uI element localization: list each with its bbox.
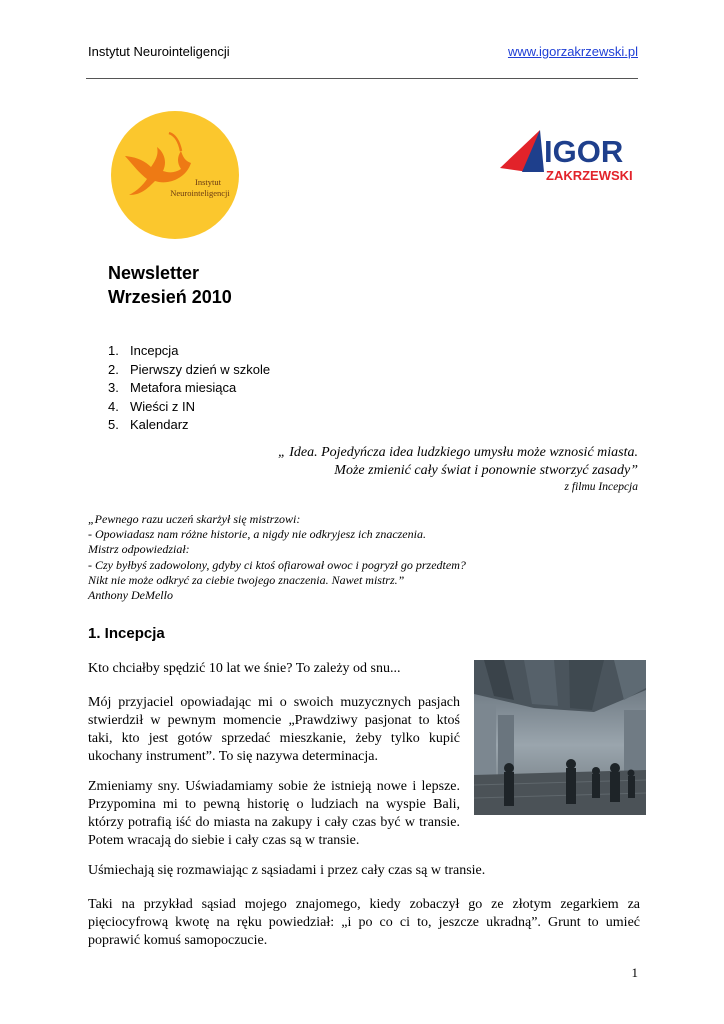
institute-logo xyxy=(111,111,239,239)
film-quote-line2: Może zmienić cały świat i ponownie stworzyć zasady” xyxy=(334,463,638,478)
toc-item-label: Metafora miesiąca xyxy=(130,380,237,395)
toc-item-label: Incepcja xyxy=(130,343,179,358)
igor-zakrzewski-logo xyxy=(500,124,638,194)
quote-line: Nikt nie może odkryć za ciebie twojego znaczenia. Nawet mistrz.” xyxy=(88,572,405,587)
toc-item-label: Wieści z IN xyxy=(130,398,195,414)
logo-zakrzewski-text: ZAKRZEWSKI xyxy=(546,168,633,183)
toc-item-label: Pierwszy dzień w szkole xyxy=(130,361,271,377)
quote-author: Anthony DeMello xyxy=(88,588,173,603)
quote-line: - Opowiadasz nam różne historie, a nigdy nie odkryjesz ich znaczenia. xyxy=(88,527,426,542)
toc-item xyxy=(108,416,270,435)
toc-item-number: 3. xyxy=(108,380,119,395)
header-institute-name: Instytut Neurointeligencji xyxy=(88,44,230,59)
toc-item-number: 5. xyxy=(108,417,119,432)
toc-item xyxy=(108,379,270,398)
section-heading: 1. Incepcja xyxy=(88,625,165,642)
quote-line: „Pewnego razu uczeń skarżył się mistrzowi: xyxy=(88,512,301,526)
toc-item-number: 1. xyxy=(108,343,119,358)
toc-item xyxy=(108,342,270,361)
demello-quote xyxy=(88,512,466,603)
logo-text-line1: Instytut xyxy=(195,177,221,187)
toc-item-number: 4. xyxy=(108,398,119,414)
table-of-contents xyxy=(108,342,270,435)
newsletter-date: Wrzesień 2010 xyxy=(108,287,232,307)
logo-text-line2: Neurointeligencji xyxy=(170,188,230,198)
page-number: 1 xyxy=(631,965,638,980)
header-website-link[interactable]: www.igorzakrzewski.pl xyxy=(507,44,638,59)
paragraph: Mój przyjaciel opowiadając mi o swoich muzycznych pasjach stwierdził w pewnym momencie „Prawdziwy pasjonat to ktoś taki, kto jest gotów sprzedać mieszkanie, żeby tylko kupić ukochany instrument”. To się nazywa determinacja. xyxy=(88,695,460,764)
paragraph: Taki na przykład sąsiad mojego znajomego, kiedy zobaczył go ze złotym zegarkiem za pięciocyfrową kwotę na ręku powiedział: „i po co ci to, jeszcze ukradną”. Grunt to umieć poprawić komuś samopoczucie. xyxy=(88,897,640,948)
header-divider xyxy=(86,78,638,79)
inception-film-image xyxy=(474,660,646,815)
paragraph: Zmieniamy sny. Uświadamiamy sobie że istnieją nowe i lepsze. Przypomina mi to pewną historię o ludziach na wyspie Bali, którzy potrafią iść do miasta na zakupy i cały czas być w transie. Potem wracają do siebie i cały czas są w transie. xyxy=(88,779,460,848)
paragraph: Uśmiechają się rozmawiając z sąsiadami i przez cały czas są w transie. xyxy=(88,863,486,878)
quote-line: - Czy byłbyś zadowolony, gdyby ci ktoś ofiarował owoc i pogryzł go przedtem? xyxy=(88,557,466,572)
toc-item xyxy=(108,398,270,417)
paragraph: Kto chciałby spędzić 10 lat we śnie? To zależy od snu... xyxy=(88,661,401,676)
film-quote-line1: „ Idea. Pojedyńcza idea ludzkiego umysłu może wznosić miasta. xyxy=(277,445,638,460)
toc-item-label: Kalendarz xyxy=(130,417,189,432)
logo-igor-text: IGOR xyxy=(544,134,624,169)
quote-line: Mistrz odpowiedział: xyxy=(88,542,190,557)
toc-item-number: 2. xyxy=(108,361,119,377)
newsletter-title: Newsletter xyxy=(108,263,200,283)
film-quote-source: z filmu Incepcja xyxy=(564,481,638,493)
toc-item xyxy=(108,361,270,380)
